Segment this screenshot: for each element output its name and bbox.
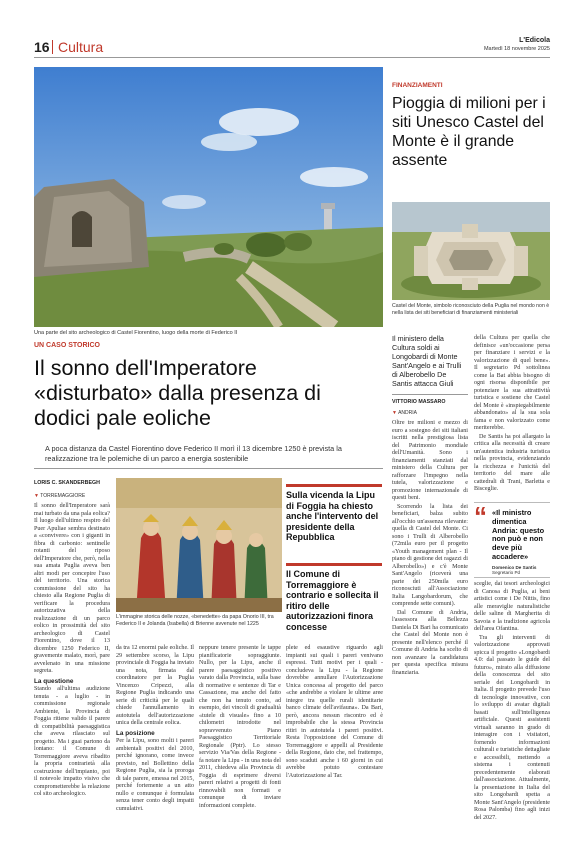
main-col2-paragraph: da tra 12 enormi pale eoliche. Il 29 settembre scorso, la Lipu provinciale di Foggia ha inviato una nota, firmata dal coordinatore per la Puglia Vincenzo Cripezzi, alla Regione Puglia indicando una serie di criticità per le quali chiede l'annullamento in autotutela dell'autorizzazione unica della centrale eolica. xyxy=(116,645,194,726)
main-kicker: UN CASO STORICO xyxy=(34,342,100,349)
main-col-1 xyxy=(34,503,110,800)
side-col3-paragraph: sceglie, dai tesori archeologici di Canosa di Puglia, ai beni artistici come i De Nittis, fino alle meraviglie naturalistiche delle saline di Margherita di Savoia e la tradizione agricola dell'area Ofantina. xyxy=(474,581,550,632)
main-col2-paragraph: Per la Lipu, sono molti i pareri ambientali positivi del 2010, perché ignorano, come invece previsto, nel Bollettino della Regione Puglia, sia la proroga di tale parere, emessa nel 2015, perché fortemente a un atto nullo e comunque è formulata senza tener conto degli impatti cumulativi. xyxy=(116,738,194,812)
quote-role: Segretario Pd xyxy=(492,570,521,575)
side-col2-paragraph: della Cultura per quella che definisce «un'occasione persa per finanziare i servizi e la valorizzazione di quel bene». Il segretario Pd sottolinea come la Bat abbia bisogno di ogni risorsa disponibile per potenziare la sua attrattività turistica e sostiene che Castel del Monte è «inspiegabilmente abbandonato» al la sua sola fama e non valorizzato come meriterebbe. xyxy=(474,335,550,431)
quote-box xyxy=(474,502,550,578)
side-col2-paragraph: De Santis ha poi allargato la critica alla necessità di creare un'autentica industria turistica nella provincia, evidenziando la ricchezza e l'unicità del territorio del mare alle cattedrali di Trani, Barletta e Bisceglie. xyxy=(474,433,550,492)
side-title: Pioggia di milioni per i siti Unesco Castel del Monte è il grande assente xyxy=(392,95,546,169)
side-author: VITTORIO MASSARO xyxy=(392,399,446,405)
subtitle-rule xyxy=(34,468,383,469)
main-subtitle: A poca distanza da Castel Fiorentino dove Federico II morì il 13 dicembre 1250 è prevista la realizzazione tra le polemiche di un parco a energia sostenibile xyxy=(45,444,342,463)
fresco-illustration xyxy=(116,478,282,612)
main-title: Il sonno dell'Imperatore «disturbato» dalla presenza di dodici pale eoliche xyxy=(34,356,321,430)
comune-box-rule xyxy=(286,563,382,566)
main-col1-paragraph: Stando all'ultima audizione tenuta - a luglio - in commissione regionale Ambiente, la Provincia di Foggia ritiene valido il parere di compatibilità paesaggistica che aveva rilasciato sul progetto. Ma i guai partono da lontano: il Comune di Torremaggiore aveva ribadito la propria contrarietà alla costruzione dell'impianto, poi il notevole impatto visivo che comprometterebbe la relazione col sito archeologico. xyxy=(34,686,110,797)
quote-mark-icon: “ xyxy=(474,501,487,531)
main-col-3 xyxy=(199,645,281,811)
quote-attribution xyxy=(492,565,550,575)
comune-box xyxy=(286,563,382,632)
side-col-2 xyxy=(474,335,550,495)
side-deck: Il ministero della Cultura soldi ai Longobardi di Monte Sant'Angelo e ai Trulli di Alberobello De Santis attacca Giuli xyxy=(392,334,462,388)
main-photo-caption: Una parte del sito archeologico di Castel Fiorentino, luogo della morte di Federico II xyxy=(34,330,238,336)
side-col1-paragraph: Scorrendo la lista dei beneficiari, balza subito all'occhio un'assenza rilevante: quella di Castel del Monte. Ci sono i Trulli di Alberobello (72mila euro per il progetto «Youth management plan - Il piano di gestione dei ragazzi di Alberobello») e c'è Monte Sant'Angelo (riceverà una parte dei 250mila euro riconosciuti all'Associazione Italia Langobardorum, che comprende sette comuni). xyxy=(392,503,468,607)
side-photo-caption: Castel del Monte, simbolo riconosciuto della Puglia nel mondo non è nella lista dei siti beneficiari di finanziamenti ministeriali xyxy=(392,303,550,316)
side-location-name: ANDRIA xyxy=(398,410,417,416)
page-header xyxy=(34,37,550,58)
side-col1-paragraph: Dal Comune di Andria, l'assessora alla Bellezza Daniela Di Bari ha comunicato che Castel del Monte non è presente nell'elenco perché il Comune di Andria ha scelto di non avanzare la candidatura per questa specifica misura finanziaria. xyxy=(392,609,468,676)
location-pin-icon: ▼ xyxy=(34,493,39,499)
castle-illustration xyxy=(392,202,550,300)
side-deck-rule xyxy=(392,394,468,395)
side-col-1 xyxy=(392,420,468,678)
issue-date: Martedì 18 novembre 2025 xyxy=(483,46,550,52)
main-col1-paragraph: Il sonno dell'Imperatore sarà mai turbato da una pala eolica? Il luogo dell'ultimo respiro del Puer Apuliae sembra destinato a «convivere» con i giganti in fibra di carbonio: sentinelle rotanti del riposo dell'Imperatore che, però, nella sua amata Puglia aveva ben altri modi per concepire l'uso del territorio. Una storica commissione del sito ha chiesto alla Regione Puglia di verificare la procedura autorizzativa della realizzazione di un parco eolico in prossimità del sito archeologico di Castel Fiorentino, dove il 13 dicembre 1250 Federico II, gravemente malato, morì, pare avvelenato in una missione segreta. xyxy=(34,503,110,674)
castel-del-monte-photo xyxy=(392,202,550,300)
main-author: LORIS C. SKANDERBEGH xyxy=(34,480,100,486)
quote-author: Domenico De Santis xyxy=(492,565,537,570)
wedding-fresco xyxy=(116,478,282,612)
main-location-name: TORREMAGGIORE xyxy=(40,493,86,499)
side-kicker: FINANZIAMENTI xyxy=(392,82,443,89)
side-col1-paragraph: Oltre tre milioni e mezzo di euro a sostegno dei siti italiani iscritti nella prestigiosa lista del Patrimonio mondiale dell'Umanità. Sono i finanziamenti stanziati dal ministero della Cultura per rafforzare l'impegno nella tutela, valorizzazione e promozione internazionale di questi beni. xyxy=(392,420,468,501)
landscape-illustration xyxy=(34,67,383,327)
side-col-3 xyxy=(474,581,550,823)
side-col3-paragraph: Tra gli interventi di valorizzazione approvati spicca il progetto «Longobardi 4.0: dal passato le guide del futuro», mirato alla diffusione della conoscenza del sito seriale dei Longobardi in Italia. Il progetto prevede l'uso di tecnologie innovative, con lo sviluppo di avatar digitali basati sull'intelligenza artificiale. Questi assistenti virtuali saranno in grado di interagire con i visitatori, fornendo informazioni culturali e turistiche dettagliate e accessibili, mettendo a sistema i contenuti precedentemente elaborati dall'associazione. Attualmente, la presentazione in Italia del sito Longobardi spetta a Monte Sant'Angelo (presidente Rosa Palomba) fino agli inizi del 2027. xyxy=(474,634,550,821)
lipu-box-rule xyxy=(286,484,382,487)
main-col4-paragraph: plete ed esaustive riguardo agli impianti sui quali i pareri venivano espressi. Tutti motivi per i quali - concludeva la Lipu - la Regione dovrebbe annullare l'Autorizzazione Unica concessa al progetto del parco «che andrebbe a violare le ultime aree integre tra quelle rurali identitarie banco climate dell'avifauna». Da Bari, però, ancora nessun riscontro ed è improbabile che la stessa Provincia ritiri in autotutela i pareri positivi. Resta l'opposizione del Comune di Torremaggiore e appelli al Presidente della Regione, dato che, nel frattempo, sono scaduti anche i 60 giorni in cui avrebbe potuto contestare l'Autorizzazione al Tar. xyxy=(286,645,383,779)
side-location xyxy=(392,410,417,416)
comune-box-text: Il Comune di Torremaggiore è contrario e sollecita il ritiro delle autorizzazioni finora concesse xyxy=(286,569,379,632)
quote-text: «Il ministro dimentica Andria: questo non può e non deve più accadere» xyxy=(492,508,545,561)
main-col-4 xyxy=(286,645,383,781)
main-subheading-questione: La questione xyxy=(34,677,74,685)
section-name: Cultura xyxy=(58,39,104,55)
main-col3-paragraph: neppure tenere presente le tappe pianificatorie sopraggiunte. Nullo, per la Lipu, anche il parere paesaggistico positivo varato dalla Provincia, sulla base di normative e sentenze di Tar e Cassazione, ma anche del fatto che non ha tenuto conto, ad esempio, dei vincoli di gradualità «tutele di visuale» fino a 10 chilometri introdotte nel sopravvenuto Piano Paesaggistico Territoriale Regionale (Pptr). Lo stesso servizio Via/Vas della Regione - fa notare la Lipu - in una nota del 2011, chiedeva alla Provincia di Foggia di esprimere diversi pareri relativi a progetti di fonti rinnovabili non formati e comunque di inviare informazioni complete. xyxy=(199,645,281,809)
castel-fiorentino-photo xyxy=(34,67,383,327)
lipu-box-text: Sulla vicenda la Lipu di Foggia ha chiesto anche l'intervento del presidente della Repubblica xyxy=(286,490,379,542)
section-divider xyxy=(52,40,53,54)
main-col-2 xyxy=(116,645,194,814)
location-pin-icon: ▼ xyxy=(392,410,397,416)
fresco-caption: L'immagine storica delle nozze, «benedette» da papa Onorio III, tra Federico II e Jolanda (Isabella) di Brienne avvenute nel 1225 xyxy=(116,614,274,627)
main-location xyxy=(34,493,85,499)
paper-name: L'Edicola xyxy=(519,37,550,44)
lipu-box xyxy=(286,484,382,543)
main-subheading-posizione: La posizione xyxy=(116,729,155,737)
page-number: 16 xyxy=(34,39,50,55)
